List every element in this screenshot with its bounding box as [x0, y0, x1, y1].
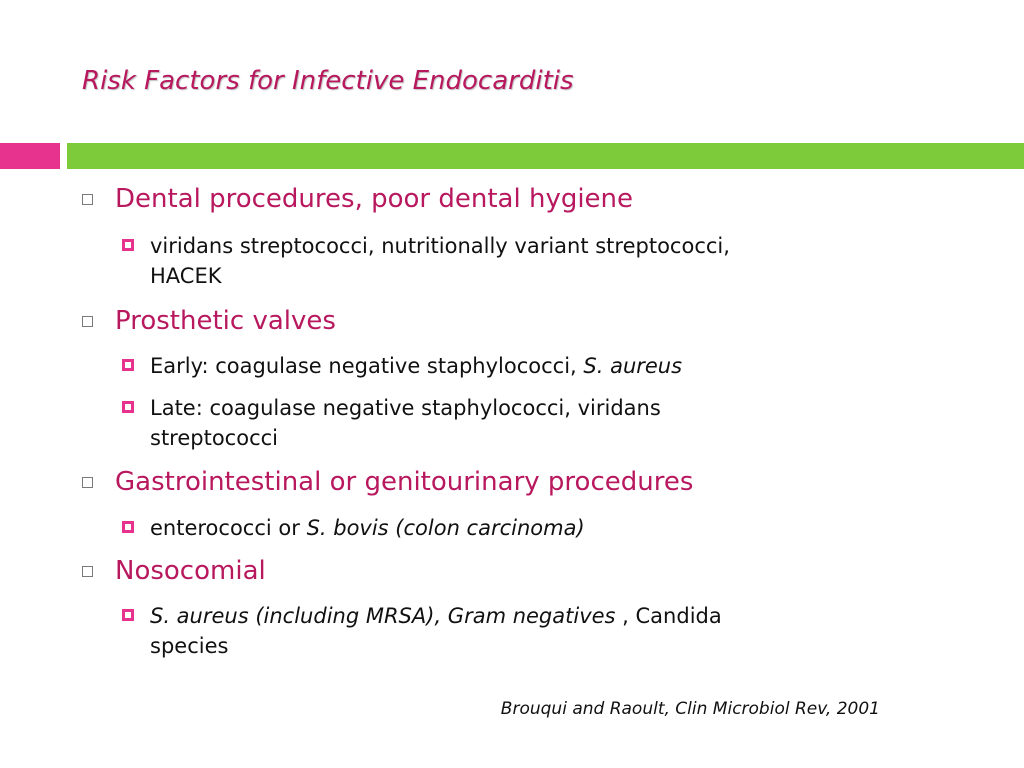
bullet-label: Gastrointestinal or genitourinary procedures [115, 467, 694, 497]
sub-bullet-late-organisms [118, 393, 898, 453]
sub-bullet-text [150, 601, 898, 661]
sub-bullet-text-part: enterococci or [150, 516, 307, 540]
sub-bullet-dental-organisms [118, 231, 898, 291]
organism-name-italic: S. bovis (colon carcinoma) [306, 516, 585, 540]
pink-square-icon [122, 401, 134, 413]
sub-bullet-text [150, 513, 898, 543]
pink-square-icon [122, 359, 134, 371]
sub-bullet-text-line2: streptococci [150, 426, 278, 450]
bullet-label: Dental procedures, poor dental hygiene [115, 184, 634, 214]
pink-square-icon [122, 521, 134, 533]
bullet-dental-procedures [82, 184, 633, 214]
sub-bullet-text [150, 231, 898, 291]
sub-bullet-text-part: Early: coagulase negative staphylococci, [150, 354, 584, 378]
sub-bullet-early-organisms [118, 351, 898, 381]
organism-name-italic: S. aureus [583, 354, 683, 378]
sub-bullet-text-line2: species [150, 634, 229, 658]
organism-names-italic: S. aureus (including MRSA), Gram negatives [150, 604, 623, 628]
sub-bullet-nosocomial-organisms [118, 601, 898, 661]
sub-bullet-text [150, 393, 898, 453]
hollow-square-icon [82, 316, 93, 327]
bullet-nosocomial [82, 556, 266, 586]
sub-bullet-text [150, 351, 898, 381]
bullet-label: Nosocomial [115, 556, 266, 586]
pink-square-icon [122, 239, 134, 251]
sub-bullet-text-part: , Candida [622, 604, 722, 628]
pink-square-icon [122, 609, 134, 621]
sub-bullet-text-line1: Late: coagulase negative staphylococci, viridans [150, 396, 661, 420]
citation: Brouqui and Raoult, Clin Microbiol Rev, 2001 [500, 699, 880, 719]
slide-title: Risk Factors for Infective Endocarditis [82, 66, 574, 96]
bullet-label: Prosthetic valves [115, 306, 336, 336]
hollow-square-icon [82, 477, 93, 488]
sub-bullet-text-line1: viridans streptococci, nutritionally variant streptococci, [150, 234, 730, 258]
hollow-square-icon [82, 194, 93, 205]
sub-bullet-gi-organisms [118, 513, 898, 543]
bullet-prosthetic-valves [82, 306, 336, 336]
hollow-square-icon [82, 566, 93, 577]
bullet-gi-gu-procedures [82, 467, 693, 497]
sub-bullet-text-line2: HACEK [150, 264, 222, 288]
